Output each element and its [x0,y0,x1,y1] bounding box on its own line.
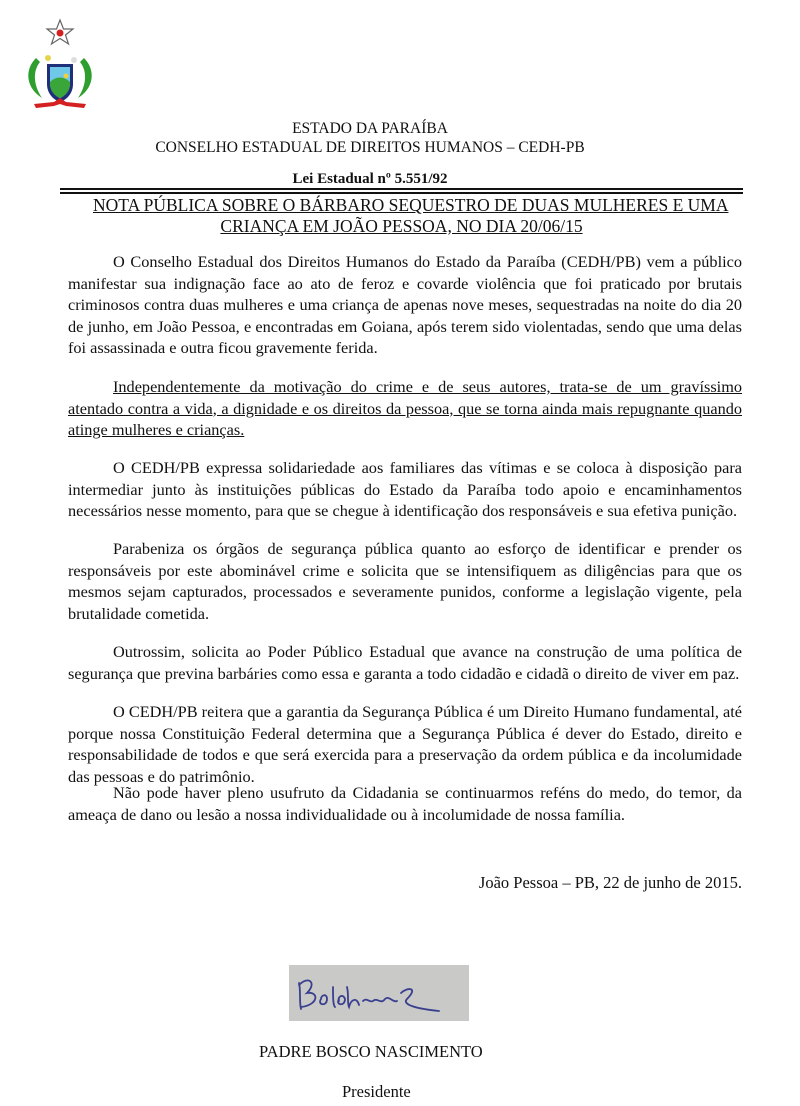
signer-name: PADRE BOSCO NASCIMENTO [259,1042,483,1061]
paragraph-6: O CEDH/PB reitera que a garantia da Segurança Pública é um Direito Humano fundamental, até porque nossa Constituição Federal determina que a Segurança Pública é dever do Estado, direito e responsabilidade de todos e que será exercida para a preservação da ordem pública e da incolumidade das pessoas e do patrimônio. [68,702,742,786]
header-divider-bottom [60,192,743,194]
paragraph-7: Não pode haver pleno usufruto da Cidadania se continuarmos reféns do medo, do temor, da ameaça de dano ou lesão a nossa individualidade ou à incolumidade de nossa família. [68,783,742,824]
paragraph-4: Parabeniza os órgãos de segurança pública quanto ao esforço de identificar e prender os responsáveis por este abominável crime e solicita que se intensifiquem as diligências para que os mesmos sejam capturados, processados e severamente punidos, conforme a legislação vigente, pela brutalidade cometida. [68,539,742,623]
paraiba-coat-of-arms-icon [14,18,106,110]
paragraph-2 [68,376,742,441]
note-title-line-2: CRIANÇA EM JOÃO PESSOA, NO DIA 20/06/15 [220,216,583,236]
handwritten-signature [289,965,469,1021]
note-title-line-1: NOTA PÚBLICA SOBRE O BÁRBARO SEQUESTRO DE DUAS MULHERES E UMA [93,195,729,215]
signature-image [289,965,469,1021]
paragraph-3: O CEDH/PB expressa solidariedade aos familiares das vítimas e se coloca à disposição para intermediar junto às instituições públicas do Estado da Paraíba todo apoio e encaminhamentos necessários nesse momento, para que se chegue à identificação dos responsáveis e sua efetiva punição. [68,458,742,520]
signer-role: Presidente [342,1082,411,1101]
paragraph-2-text: Independentemente da motivação do crime e de seus autores, trata-se de um gravíssimo atentado contra a vida, a dignidade e os direitos da pessoa, que se torna ainda mais repugnante quando atinge mulheres e crianças. [68,377,742,439]
header-divider-top [60,188,743,190]
paragraph-5: Outrossim, solicita ao Poder Público Estadual que avance na construção de uma política de segurança que previna barbáries como essa e garanta a todo cidadão e cidadã o direito de viver em paz. [68,642,742,683]
council-name: CONSELHO ESTADUAL DE DIREITOS HUMANOS – CEDH-PB [155,139,585,156]
state-name: ESTADO DA PARAÍBA [292,120,448,137]
place-and-date: João Pessoa – PB, 22 de junho de 2015. [478,873,742,892]
law-reference: Lei Estadual nº 5.551/92 [292,171,448,187]
paragraph-1: O Conselho Estadual dos Direitos Humanos do Estado da Paraíba (CEDH/PB) vem a público manifestar sua indignação face ao ato de feroz e covarde violência que foi praticado por brutais criminosos contra duas mulheres e uma criança de apenas nove meses, sequestradas na noite do dia 20 de junho, em João Pessoa, e encontradas em Goiana, após terem sido violentadas, sendo que uma delas foi assassinada e outra ficou gravemente ferida. [68,252,742,357]
